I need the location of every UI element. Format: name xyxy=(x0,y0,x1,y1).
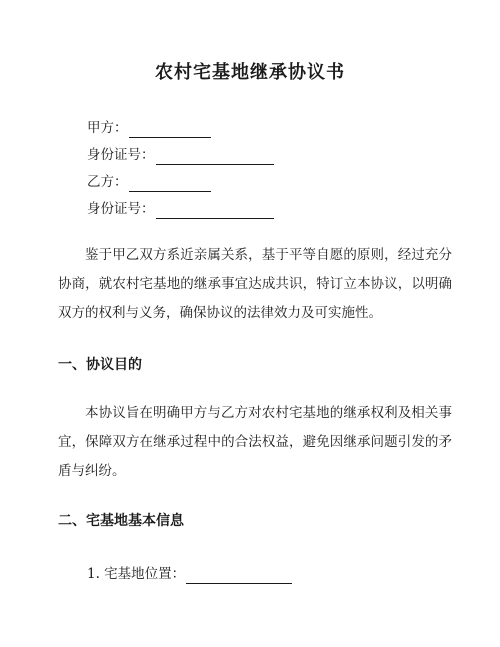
party-b-label: 乙方： xyxy=(87,174,128,190)
party-b-id-field xyxy=(87,199,274,219)
party-a-blank xyxy=(129,122,211,138)
party-a-label: 甲方： xyxy=(87,120,128,136)
party-a-id-label: 身份证号： xyxy=(87,147,155,163)
party-b-id-label: 身份证号： xyxy=(87,201,155,217)
party-b-blank xyxy=(129,176,211,192)
homestead-location-label: 1. 宅基地位置： xyxy=(87,566,186,582)
document-title: 农村宅基地继承协议书 xyxy=(155,62,345,83)
section-2-heading: 二、宅基地基本信息 xyxy=(58,513,184,529)
section-1-body: 本协议旨在明确甲方与乙方对农村宅基地的继承权利及相关事宜，保障双方在继承过程中的合法权益，避免因继承问题引发的矛盾与纠纷。 xyxy=(58,405,452,479)
section-1-heading: 一、协议目的 xyxy=(58,357,142,373)
party-b-id-blank xyxy=(156,203,274,219)
homestead-location-blank xyxy=(186,568,292,584)
preamble-paragraph: 鉴于甲乙双方系近亲属关系，基于平等自愿的原则，经过充分协商，就农村宅基地的继承事宜达成共识，特订立本协议，以明确双方的权利与义务，确保协议的法律效力及可实施性。 xyxy=(58,247,452,321)
party-a-id-blank xyxy=(156,149,274,165)
party-b-field xyxy=(87,172,211,192)
homestead-location-field xyxy=(87,564,292,584)
party-a-field xyxy=(87,118,211,138)
party-a-id-field xyxy=(87,145,274,165)
